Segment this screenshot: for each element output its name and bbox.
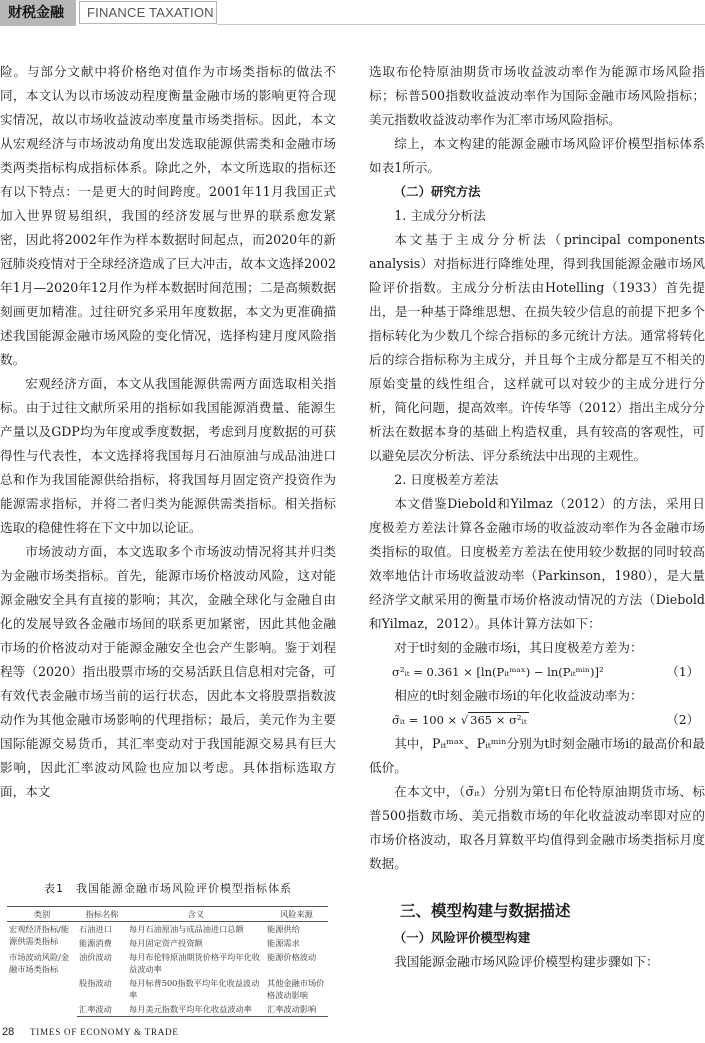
paragraph: 其中，Pᵢₜᵐᵃˣ、Pᵢₜᵐⁱⁿ分别为t时刻金融市场i的最高价和最低价。 [369, 736, 705, 775]
equation-2 [369, 708, 705, 732]
table-cell: 能源需求 [267, 938, 300, 948]
subsubsection-heading: 2. 日度极差方差法 [394, 472, 499, 487]
table-cell: 能源价格波动 [267, 952, 317, 962]
table-header: 风险来源 [265, 907, 328, 922]
journal-name: TIMES OF ECONOMY & TRADE [30, 1027, 179, 1037]
table-cell: 每月固定资产投资额 [129, 938, 203, 948]
equation-body: σ²ᵢₜ = 0.361 × [ln(Pᵢₜᵐᵃˣ) − ln(Pᵢₜᵐⁱⁿ)]² [392, 665, 604, 679]
subsubsection-heading: 1. 主成分分析法 [394, 208, 486, 223]
table-cell: 每月布伦特原油期货价格平均年化收益波动率 [129, 952, 261, 974]
paragraph: 选取布伦特原油期货市场收益波动率作为能源市场风险指标；标普500指数收益波动率作为国际金融市场风险指标；美元指数收益波动率作为汇率市场风险指标。 [369, 64, 705, 127]
section-tag: FINANCE TAXATION [79, 1, 217, 24]
table-cell: 石油进口 [79, 924, 112, 934]
paragraph: 相应的t时刻金融市场i的年化收益波动率为： [394, 688, 643, 703]
table-cell: 每月标普500指数平均年化收益波动率 [129, 978, 260, 1000]
paragraph: 市场波动方面，本文选取多个市场波动情况将其并归类为金融市场类指标。首先，能源市场价格波动风险，这对能源金融安全具有直接的影响；其次，金融全球化与金融自由化的发展导致各金融市场间的联系更加紧密，因此其他金融市场的价格波动对于能源金融安全也会产生影响。鉴于刘程程等（2020）指出股票市场的交易活跃且信息相对完备，可有效代表金融市场当前的运行状态，因此本文将股票指数波动作为其他金融市场影响的代理指标；最后，美元作为主要国际能源交易货币，其汇率变动对于我国能源交易具有巨大影响，因此汇率波动风险也应加以考虑。具体指标选取方面，本文 [0, 544, 336, 799]
table-cell: 宏观经济指标/能源供需类指标 [9, 924, 70, 946]
table-cell: 汇率波动 [77, 1002, 127, 1017]
table-cell: 其他金融市场价格波动影响 [267, 978, 325, 1000]
table-cell: 股指波动 [79, 978, 112, 988]
table-header-row [7, 907, 328, 922]
table-cell: 每月石油原油与成品油进口总额 [129, 924, 244, 934]
paragraph: 在本文中，（σ̃ᵢₜ）分别为第t日布伦特原油期货市场、标普500指数市场、美元指数市场的年化收益波动率即对应的市场价格波动，取各月算数平均值得到金融市场类指标月度数据。 [369, 784, 705, 871]
equation-number: （2） [666, 712, 699, 727]
subsection-heading: （一）风险评价模型构建 [393, 930, 531, 945]
page-number: 28 [2, 1026, 15, 1038]
table-header: 含义 [127, 907, 265, 922]
table-row [7, 922, 328, 937]
table-header: 类别 [7, 907, 77, 922]
table-caption: 表1 我国能源金融市场风险评价模型指标体系 [44, 882, 292, 895]
equation-root: 365 × σ²ᵢₜ [470, 713, 527, 727]
paragraph: 宏观经济方面，本文从我国能源供需两方面选取相关指标。由于过往文献所采用的指标如我国能源消费量、能源生产量以及GDP均为年度或季度数据，考虑到月度数据的可获得性与代表性，本文选择将我国每月石油原油与成品油进口总和作为我国能源供给指标，将我国每月固定资产投资作为能源需求指标，并将二者归类为能源供需类指标。相关指标选取的稳健性将在下文中加以论证。 [0, 376, 336, 535]
table-cell: 油价波动 [79, 952, 112, 962]
table-cell: 能源消费 [79, 938, 112, 948]
page-header [0, 0, 705, 26]
paragraph: 对于t时刻的金融市场i，其日度极差方差为： [394, 640, 643, 655]
table-cell: 汇率波动影响 [265, 1002, 328, 1017]
paragraph: 险。与部分文献中将价格绝对值作为市场类指标的做法不同，本文认为以市场波动程度衡量金融市场的影响更符合现实情况，故以市场收益波动率度量市场类指标。因此，本文从宏观经济与市场波动角度出发选取能源供需类和金融市场类两类指标构成指标体系。除此之外，本文所选取的指标还有以下特点：一是更大的时间跨度。2001年11月我国正式加入世界贸易组织，我国的经济发展与世界的联系愈发紧密，因此将2002年作为样本数据时间起点，而2020年的新冠肺炎疫情对于全球经济造成了巨大冲击，故本文选择2002年1月—2020年12月作为样本数据时间范围；二是高频数据刻画更加精准。过往研究多采用年度数据，本文为更准确描述我国能源金融市场风险的变化情况，选择构建月度风险指数。 [0, 64, 336, 367]
table-row [7, 950, 328, 976]
equation-left: σ̃ᵢₜ = 100 × √ [392, 713, 469, 727]
header-rule [217, 24, 705, 25]
table-cell: 能源供给 [267, 924, 300, 934]
subsection-heading: （二）研究方法 [393, 184, 481, 199]
table-cell: 每月美元指数平均年化收益波动率 [127, 1002, 265, 1017]
equation-body [392, 708, 529, 732]
paragraph: 本文基于主成分分析法（principal components analysis）对指标进行降维处理，得到我国能源金融市场风险评价指数。主成分分析法由Hotelling（1933）首先提出，是一种基于降维思想、在损失较少信息的前提下把多个指标转化为少数几个综合指标的多元统计方法。通常将转化后的综合指标称为主成分，并且每个主成分都是互不相关的原始变量的线性组合，这样就可以对较少的主成分进行分析，简化问题，提高效率。许传华等（2012）指出主成分分析法在数据本身的基础上构造权重，具有较高的客观性，可以避免层次分析法、评分系统法中出现的主观性。 [369, 232, 705, 463]
equation-1 [369, 660, 705, 684]
right-column [369, 60, 705, 974]
paragraph: 我国能源金融市场风险评价模型构建步骤如下： [394, 954, 659, 969]
paragraph: 综上，本文构建的能源金融市场风险评价模型指标体系如表1所示。 [369, 136, 705, 175]
table-header: 指标名称 [77, 907, 127, 922]
section-title: 财税金融 [0, 0, 76, 26]
table-cell: 市场波动风险/金融市场类指标 [9, 952, 70, 974]
indicator-table [7, 906, 328, 1017]
left-column [0, 60, 336, 804]
section-heading: 三、模型构建与数据描述 [400, 902, 571, 920]
equation-number: （1） [666, 664, 699, 679]
paragraph: 本文借鉴Diebold和Yilmaz（2012）的方法，采用日度极差方差法计算各金融市场的收益波动率作为各金融市场类指标的取值。日度极差方差法在使用较少数据的同时较高效率地估计市场收益波动率（Parkinson，1980），是大量经济学文献采用的衡量市场价格波动情况的方法（Diebold和Yilmaz，2012）。具体计算方法如下： [369, 496, 705, 631]
